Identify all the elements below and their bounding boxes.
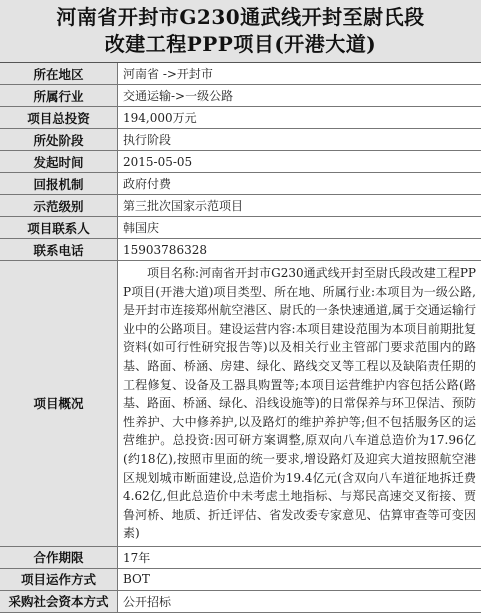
table-row bbox=[0, 173, 481, 195]
table-row bbox=[0, 107, 481, 129]
row-value-return-mechanism: 政府付费 bbox=[118, 173, 481, 195]
row-label-investment: 项目总投资 bbox=[0, 107, 118, 129]
row-label-region: 所在地区 bbox=[0, 63, 118, 85]
table-row bbox=[0, 546, 481, 568]
table-row bbox=[0, 129, 481, 151]
table-row bbox=[0, 151, 481, 173]
row-value-start-date: 2015-05-05 bbox=[118, 151, 481, 173]
row-label-term: 合作期限 bbox=[0, 546, 118, 568]
row-value-contact: 韩国庆 bbox=[118, 217, 481, 239]
table-row bbox=[0, 195, 481, 217]
row-label-phone: 联系电话 bbox=[0, 239, 118, 261]
row-label-operation-mode: 项目运作方式 bbox=[0, 568, 118, 590]
row-value-term: 17年 bbox=[118, 546, 481, 568]
row-value-investment: 194,000万元 bbox=[118, 107, 481, 129]
table-row bbox=[0, 590, 481, 612]
title-line-2: 改建工程PPP项目(开港大道) bbox=[105, 31, 377, 58]
row-value-procurement: 公开招标 bbox=[118, 590, 481, 612]
title-line-1: 河南省开封市G230通武线开封至尉氏段 bbox=[56, 4, 424, 31]
row-value-overview: 项目名称:河南省开封市G230通武线开封至尉氏段改建工程PPP项目(开港大道)项目类型、所在地、所属行业:本项目为一级公路,是开封市连接郑州航空港区、尉氏的一条快速通道,属于交通运输行业中的公路项目。建设运营内容:本项目建设范围为本项目前期批复资料(如可行性研究报告等)以及相关行业主管部门要求范围内的路基、路面、桥涵、房建、绿化、路线交叉等工程以及缺陷责任期的工程修复、设备及工器具购置等;本项目运营维护内容包括公路(路基、路面、桥涵、绿化、沿线设施等)的日常保养与环卫保洁、预防性养护、大中修养护,以及路灯的维护养护等;但不包括服务区的运营维护。总投资:因可研方案调整,原双向八车道总造价为17.96亿(约18亿),按照市里面的统一要求,增设路灯及迎宾大道按照航空港区规划城市断面建设,总造价为19.4亿元(含双向八车道征地拆迁费4.62亿,但此总造价中未考虑土地指标、与郑民高速交叉衔接、贾鲁河桥、地质、折迁评估、省发改委专家意见、估算审查等可变因素) bbox=[118, 261, 481, 547]
row-value-demo-level: 第三批次国家示范项目 bbox=[118, 195, 481, 217]
table-row bbox=[0, 63, 481, 85]
table-row-overview bbox=[0, 261, 481, 547]
table-row bbox=[0, 568, 481, 590]
row-label-start-date: 发起时间 bbox=[0, 151, 118, 173]
row-label-industry: 所属行业 bbox=[0, 85, 118, 107]
info-table bbox=[0, 63, 481, 613]
row-label-stage: 所处阶段 bbox=[0, 129, 118, 151]
table-row bbox=[0, 217, 481, 239]
row-value-stage: 执行阶段 bbox=[118, 129, 481, 151]
row-label-overview: 项目概况 bbox=[0, 261, 118, 547]
row-value-operation-mode: BOT bbox=[118, 568, 481, 590]
row-value-phone: 15903786328 bbox=[118, 239, 481, 261]
row-label-contact: 项目联系人 bbox=[0, 217, 118, 239]
row-label-procurement: 采购社会资本方式 bbox=[0, 590, 118, 612]
row-label-demo-level: 示范级别 bbox=[0, 195, 118, 217]
row-label-return-mechanism: 回报机制 bbox=[0, 173, 118, 195]
row-value-industry: 交通运输->一级公路 bbox=[118, 85, 481, 107]
row-value-region: 河南省 ->开封市 bbox=[118, 63, 481, 85]
title-banner bbox=[0, 0, 481, 63]
table-row bbox=[0, 85, 481, 107]
table-row bbox=[0, 239, 481, 261]
